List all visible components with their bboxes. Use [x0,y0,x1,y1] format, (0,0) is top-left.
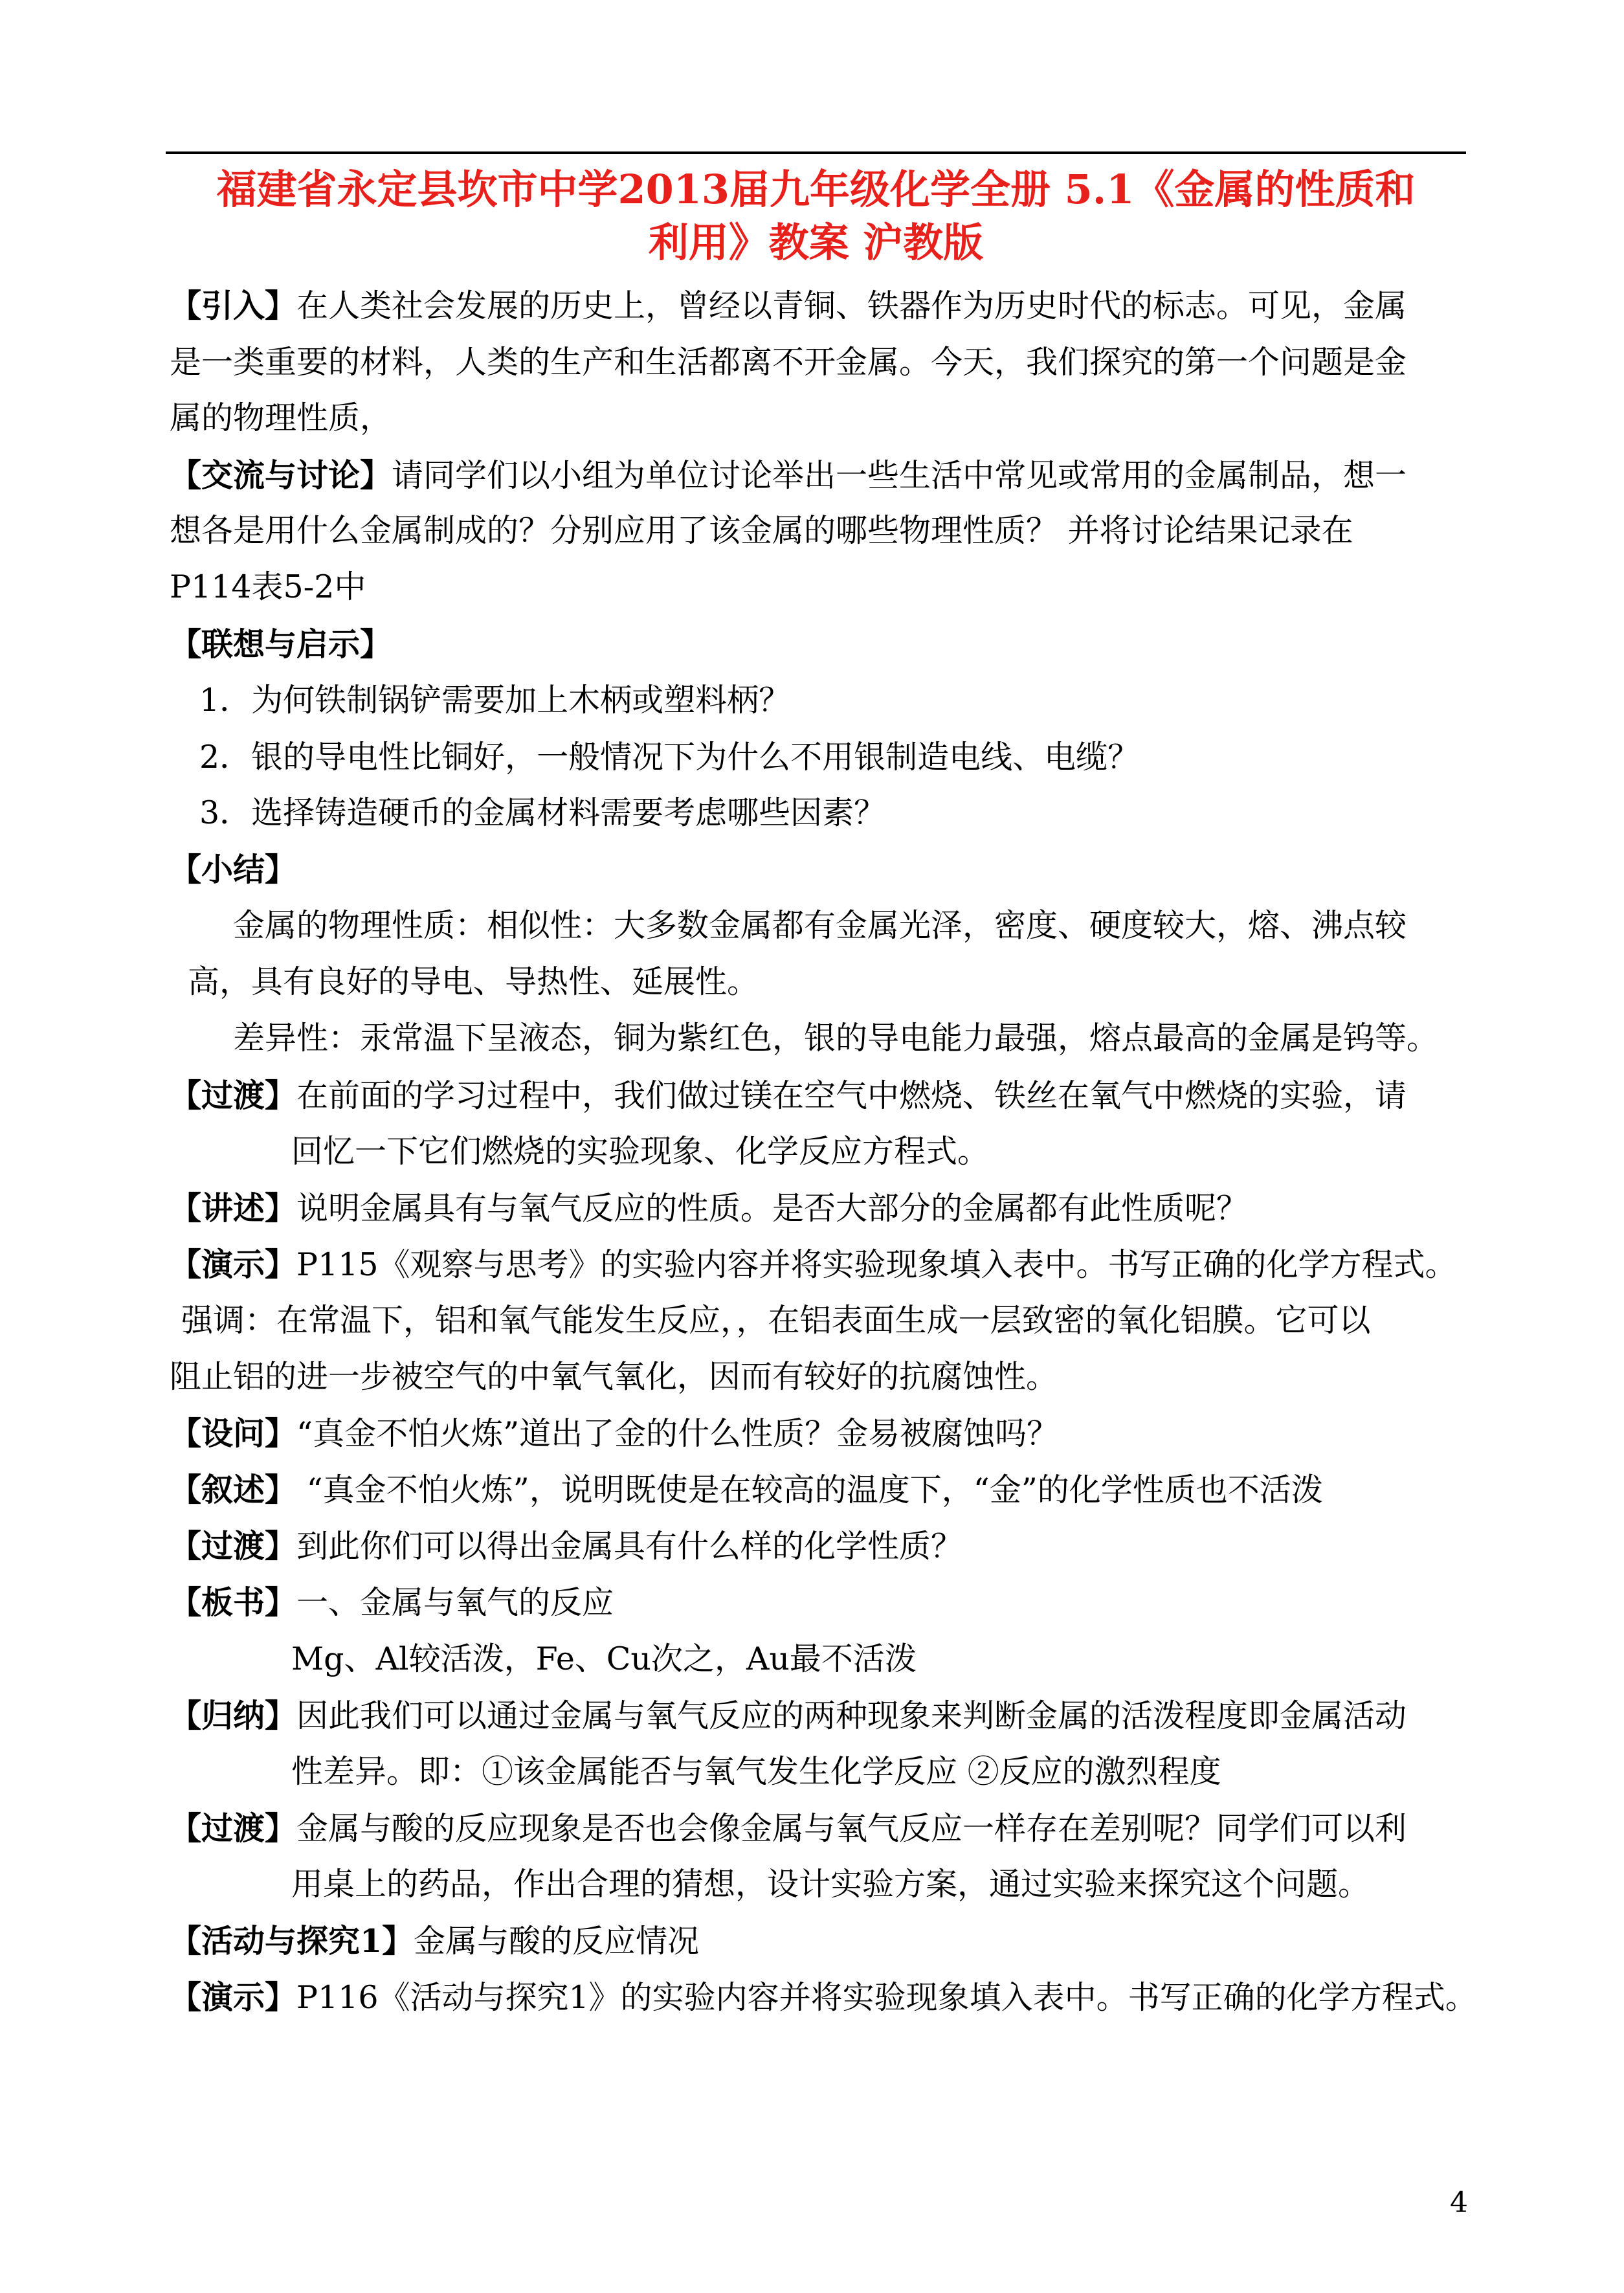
section-tag: 【过渡】 [170,1527,297,1565]
line-text: 阻止铝的进一步被空气的中氧气氧化，因而有较好的抗腐蚀性。 [170,1358,1058,1395]
line-text: 强调：在常温下，铝和氧气能发生反应，，在铝表面生成一层致密的氧化铝膜。它可以 [181,1302,1371,1339]
text-line [233,906,1407,945]
section-tag: 【归纳】 [170,1697,297,1734]
line-text: 在人类社会发展的历史上，曾经以青铜、铁器作为历史时代的标志。可见，金属 [296,287,1407,324]
line-text: 属的物理性质， [170,399,392,436]
text-line [170,286,1407,326]
section-tag: 【板书】 [170,1583,297,1621]
text-line [170,1978,1477,2017]
text-line [170,1470,1323,1510]
text-line [170,1414,1058,1453]
text-line [170,625,392,664]
line-text: 金属的物理性质：相似性：大多数金属都有金属光泽，密度、硬度较大，熔、沸点较 [233,907,1407,944]
text-line [170,1696,1407,1736]
line-text: P115《观察与思考》的实验内容并将实验现象填入表中。书写正确的化学方程式。 [296,1246,1457,1283]
text-line [170,1076,1407,1115]
text-line [170,456,1407,495]
line-text: 在前面的学习过程中，我们做过镁在空气中燃烧、铁丝在氧气中燃烧的实验，请 [296,1077,1407,1114]
section-tag: 【联想与启示】 [170,625,392,663]
line-text: “真金不怕火炼”，说明既使是在较高的温度下，“金”的化学性质也不活泼 [296,1471,1323,1508]
text-line [170,1358,1058,1396]
section-tag: 【过渡】 [170,1077,297,1114]
section-tag: 【演示】 [170,1246,297,1283]
line-text: 是一类重要的材料，人类的生产和生活都离不开金属。今天，我们探究的第一个问题是金 [170,344,1407,381]
line-text: 高，具有良好的导电、导热性、延展性。 [188,963,759,1000]
line-text: 1．为何铁制锅铲需要加上木柄或塑料柄？ [199,682,791,719]
text-line [199,681,790,720]
line-text: P114表5-2中 [170,568,366,605]
line-text: 金属与酸的反应现象是否也会像金属与氧气反应一样存在差别呢？同学们可以利 [296,1810,1407,1847]
section-tag: 【演示】 [170,1978,297,2016]
text-line [291,1865,1370,1904]
text-line [291,1752,1221,1791]
text-line [170,1809,1407,1848]
text-line [170,1527,962,1566]
page-number: 4 [1450,2186,1468,2219]
text-line [170,1921,699,1961]
text-line [233,1019,1438,1058]
line-text: 到此你们可以得出金属具有什么样的化学性质？ [296,1528,963,1565]
text-line [170,511,1353,550]
line-text: P116《活动与探究1》的实验内容并将实验现象填入表中。书写正确的化学方程式。 [296,1979,1477,2016]
text-line [170,399,392,438]
line-text: 2．银的导电性比铜好，一般情况下为什么不用银制造电线、电缆？ [199,739,1140,776]
line-text: 3．选择铸造硬币的金属材料需要考虑哪些因素？ [199,794,886,831]
text-line [170,568,366,607]
text-line [181,1301,1371,1340]
section-tag: 【引入】 [170,287,297,324]
text-line [170,1189,1248,1228]
document-title-line-2: 利用》教案 沪教版 [648,219,984,266]
text-line [170,1245,1457,1284]
line-text: 金属与酸的反应情况 [414,1923,700,1960]
text-line [188,963,759,1001]
text-line [170,850,296,889]
line-text: 想各是用什么金属制成的？分别应用了该金属的哪些物理性质？ 并将讨论结果记录在 [170,512,1353,549]
text-line [199,794,885,833]
section-tag: 【讲述】 [170,1189,297,1227]
line-text: “真金不怕火炼”道出了金的什么性质？金易被腐蚀吗？ [296,1415,1059,1452]
line-text: 回忆一下它们燃烧的实验现象、化学反应方程式。 [291,1133,990,1170]
line-text: 差异性：汞常温下呈液态，铜为紫红色，银的导电能力最强，熔点最高的金属是钨等。 [233,1020,1439,1057]
section-tag: 【叙述】 [170,1471,297,1508]
line-text: 一、金属与氧气的反应 [296,1584,614,1621]
line-text: 用桌上的药品，作出合理的猜想，设计实验方案，通过实验来探究这个问题。 [291,1866,1370,1903]
text-line [170,1583,614,1622]
text-line [291,1132,989,1171]
section-tag: 【过渡】 [170,1809,297,1847]
section-tag: 【交流与讨论】 [170,456,392,494]
line-text: Mg、Al较活泼，Fe、Cu次之，Au最不活泼 [291,1640,917,1677]
document-title-line-1: 福建省永定县坎市中学2013届九年级化学全册 5.1《金属的性质和 [216,166,1416,213]
line-text: 请同学们以小组为单位讨论举出一些生活中常见或常用的金属制品，想一 [392,457,1407,494]
header-rule [166,151,1466,154]
line-text: 说明金属具有与氧气反应的性质。是否大部分的金属都有此性质呢？ [296,1190,1249,1227]
section-tag: 【活动与探究1】 [170,1922,414,1960]
text-line [199,738,1139,777]
section-tag: 【小结】 [170,851,297,888]
section-tag: 【设问】 [170,1415,297,1452]
text-line [170,343,1407,382]
line-text: 性差异。即：①该金属能否与氧气发生化学反应 ②反应的激烈程度 [291,1753,1221,1790]
text-line [291,1640,917,1679]
line-text: 因此我们可以通过金属与氧气反应的两种现象来判断金属的活泼程度即金属活动 [296,1697,1407,1734]
